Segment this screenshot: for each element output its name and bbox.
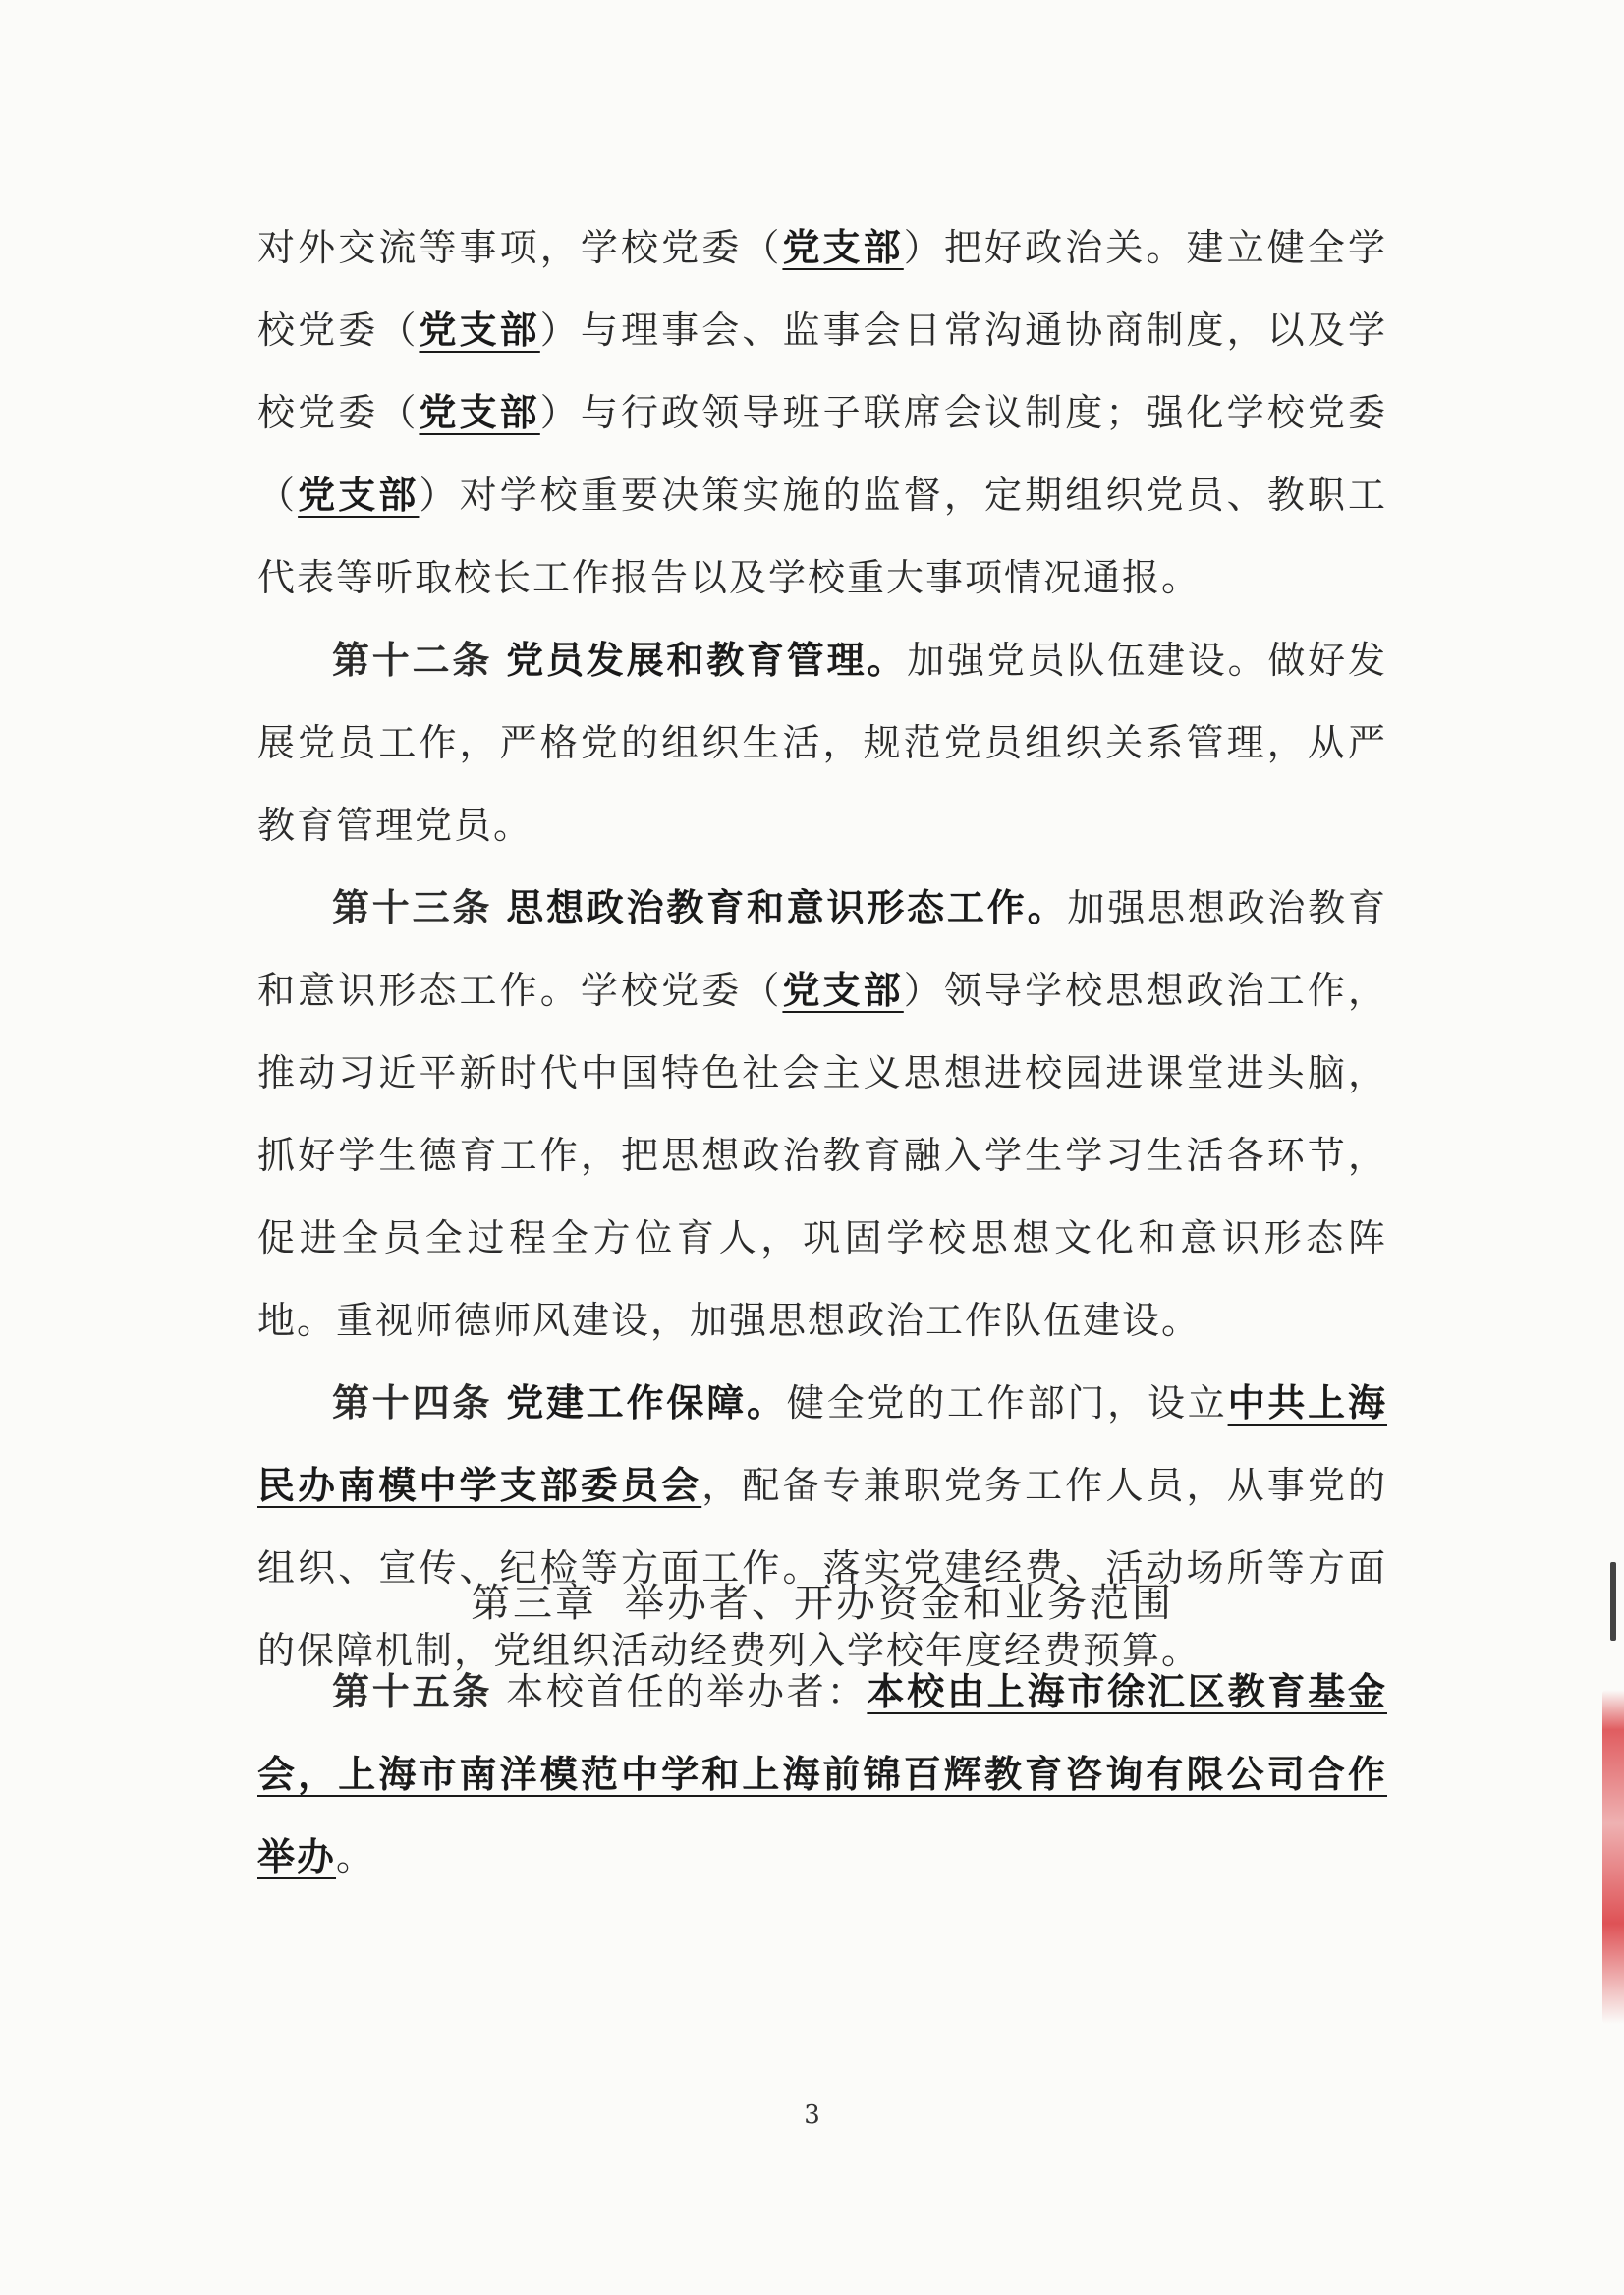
underlined-text: 中共上海民办南模中学支部委员会 (257, 1380, 1387, 1507)
text-run: 加强党员队伍建设。做好发展党员工作，严格党的组织生活，规范党员组织关系管理，从严教育管理党员。 (257, 639, 1387, 847)
chapter-number: 第三章 (471, 1581, 597, 1626)
text-run: 加强思想政治教育和意识形态工作。学校党委（ (257, 886, 1387, 1012)
page-number: 3 (804, 2100, 820, 2130)
scan-edge-mark (1610, 1562, 1616, 1641)
text-run: 健全党的工作部门，设立 (786, 1381, 1228, 1425)
text-run: ）与理事会、监事会日常沟通协商制度，以及学校党委（ (257, 308, 1387, 434)
chapter-heading (257, 1572, 1387, 1628)
text-run: ）与行政领导班子联席会议制度；强化学校党委（ (257, 391, 1387, 517)
text-run: ）领导学校思想政治工作，推动习近平新时代中国特色社会主义思想进校园进课堂进头脑，抓好学生德育工作，把思想政治教育融入学生学习生活各环节，促进全员全过程全方位育人，巩固学校思想文化和意识形态阵地。重视师德师风建设，加强思想政治工作队伍建设。 (257, 969, 1387, 1342)
paragraph-article-12 (257, 619, 1387, 867)
text-run: 对外交流等事项，学校党委（ (257, 226, 783, 269)
text-run: ）把好政治关。建立健全学校党委（ (257, 226, 1387, 352)
underlined-text: 党支部 (298, 473, 420, 517)
underlined-text: 党支部 (419, 390, 540, 434)
seal-stamp-fragment (1602, 1690, 1624, 2024)
article-heading: 党建工作保障。 (506, 1380, 787, 1425)
text-run: 本校首任的举办者： (506, 1670, 868, 1713)
article-heading: 思想政治教育和意识形态工作。 (506, 885, 1068, 929)
paragraph-article-13 (257, 867, 1387, 1362)
text-run: 。 (336, 1835, 376, 1878)
chapter-title: 举办者、开办资金和业务范围 (625, 1581, 1174, 1626)
article-number: 第十二条 (332, 638, 493, 682)
article-number: 第十五条 (332, 1669, 493, 1713)
paragraph-article-11-continuation (257, 206, 1387, 619)
article-number: 第十四条 (332, 1380, 493, 1425)
article-heading: 党员发展和教育管理。 (506, 638, 908, 682)
paragraph-article-15 (257, 1651, 1387, 1898)
underlined-text: 党支部 (419, 308, 540, 352)
paragraph-article-14 (257, 1362, 1387, 1692)
text-run: ，配备专兼职党务工作人员，从事党的组织、宣传、纪检等方面工作。落实党建经费、活动场所等方面的保障机制，党组织活动经费列入学校年度经费预算。 (257, 1464, 1387, 1672)
underlined-text: 本校由上海市徐汇区教育基金会，上海市南洋模范中学和上海前锦百辉教育咨询有限公司合作举办 (257, 1669, 1387, 1878)
underlined-text: 党支部 (782, 225, 904, 269)
underlined-text: 党支部 (782, 968, 904, 1012)
text-run: ）对学校重要决策实施的监督，定期组织党员、教职工代表等听取校长工作报告以及学校重大事项情况通报。 (257, 474, 1387, 599)
article-number: 第十三条 (332, 885, 493, 929)
